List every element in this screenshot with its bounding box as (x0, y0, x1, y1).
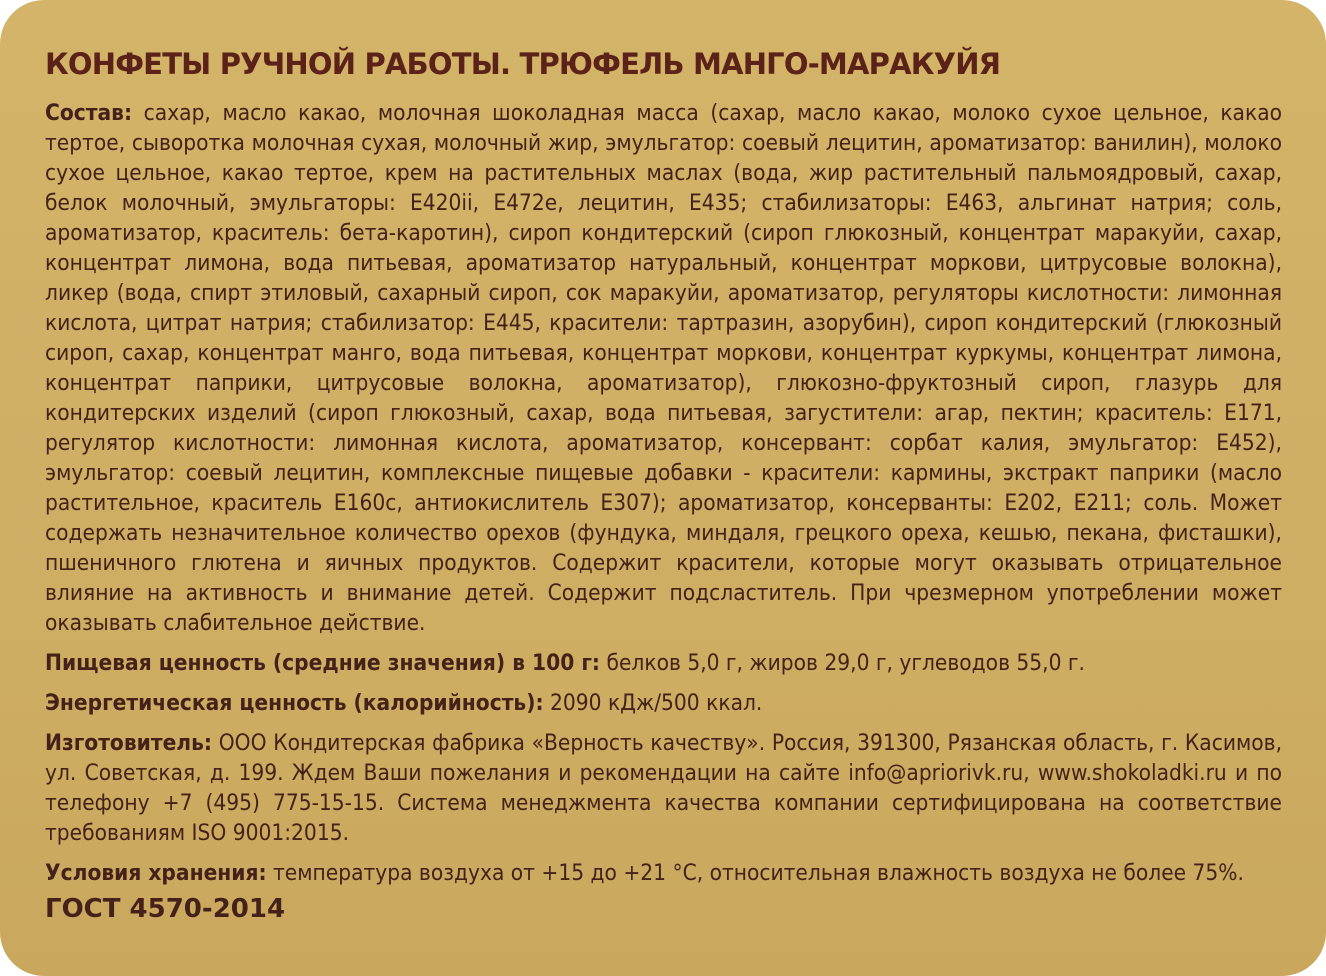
energy-label: Энергетическая ценность (калорийность): (45, 690, 544, 716)
energy-section (45, 688, 1282, 718)
nutrition-section (45, 648, 1282, 678)
standard-gost: ГОСТ 4570-2014 (45, 894, 286, 924)
composition-text: сахар, масло какао, молочная шоколадная масса (сахар, масло какао, молоко сухое цельное, какао тертое, сыворотка молочная сухая, молочный жир, эмульгатор: соевый лецитин, ароматизатор: ванилин), молоко сухое цельное, какао тертое, крем на растительных маслах (вода, жир растительный пальмоядровый, сахар, белок молочный, эмульгаторы: Е420ii, Е472е, лецитин, Е435; стабилизаторы: Е463, альгинат натрия; соль, ароматизатор, краситель: бета-каротин), сироп кондитерский (сироп глюкозный, концентрат маракуйи, сахар, концентрат лимона, вода питьевая, ароматизатор натуральный, концентрат моркови, цитрусовые волокна), ликер (вода, спирт этиловый, сахарный сироп, сок маракуйи, ароматизатор, регуляторы кислотности: лимонная кислота, цитрат натрия; стабилизатор: Е445, красители: тартразин, азорубин), сироп кондитерский (глюкозный сироп, сахар, концентрат манго, вода питьевая, концентрат моркови, концентрат куркумы, концентрат лимона, концентрат паприки, цитрусовые волокна, ароматизатор), глюкозно-фруктозный сироп, глазурь для кондитерских изделий (сироп глюкозный, сахар, вода питьевая, загустители: агар, пектин; краситель: Е171, регулятор кислотности: лимонная кислота, ароматизатор, консервант: сорбат калия, эмульгатор: Е452), эмульгатор: соевый лецитин, комплексные пищевые добавки - красители: кармины, экстракт паприки (масло растительное, краситель Е160с, антиокислитель Е307); ароматизатор, консерванты: Е202, Е211; соль. Может содержать незначительное количество орехов (фундука, миндаля, грецкого ореха, кешью, пекана, фисташки), пшеничного глютена и яичных продуктов. Содержит красители, которые могут оказывать отрицательное влияние на активность и внимание детей. Содержит подсластитель. При чрезмерном употреблении может оказывать слабительное действие. (45, 100, 1282, 636)
manufacturer-label: Изготовитель: (45, 730, 213, 756)
nutrition-label: Пищевая ценность (средние значения) в 100 г: (45, 650, 601, 676)
storage-section (45, 858, 1282, 888)
storage-text: температура воздуха от +15 до +21 °С, относительная влажность воздуха не более 75%. (273, 860, 1244, 886)
composition-section (45, 98, 1282, 638)
product-title: КОНФЕТЫ РУЧНОЙ РАБОТЫ. ТРЮФЕЛЬ МАНГО-МАРАКУЙЯ (45, 47, 1001, 81)
manufacturer-section (45, 728, 1282, 848)
composition-label: Состав: (45, 100, 133, 126)
storage-label: Условия хранения: (45, 860, 267, 886)
nutrition-text: белков 5,0 г, жиров 29,0 г, углеводов 55,0 г. (606, 650, 1085, 676)
energy-text: 2090 кДж/500 ккал. (550, 690, 763, 716)
manufacturer-text: ООО Кондитерская фабрика «Верность качеству». Россия, 391300, Рязанская область, г. Касимов, ул. Советская, д. 199. Ждем Ваши пожелания и рекомендации на сайте info@apriorivk.ru, www.shokoladki.ru и по телефону +7 (495) 775-15-15. Система менеджмента качества компании сертифицирована на соответствие требованиям ISO 9001:2015. (45, 730, 1282, 846)
